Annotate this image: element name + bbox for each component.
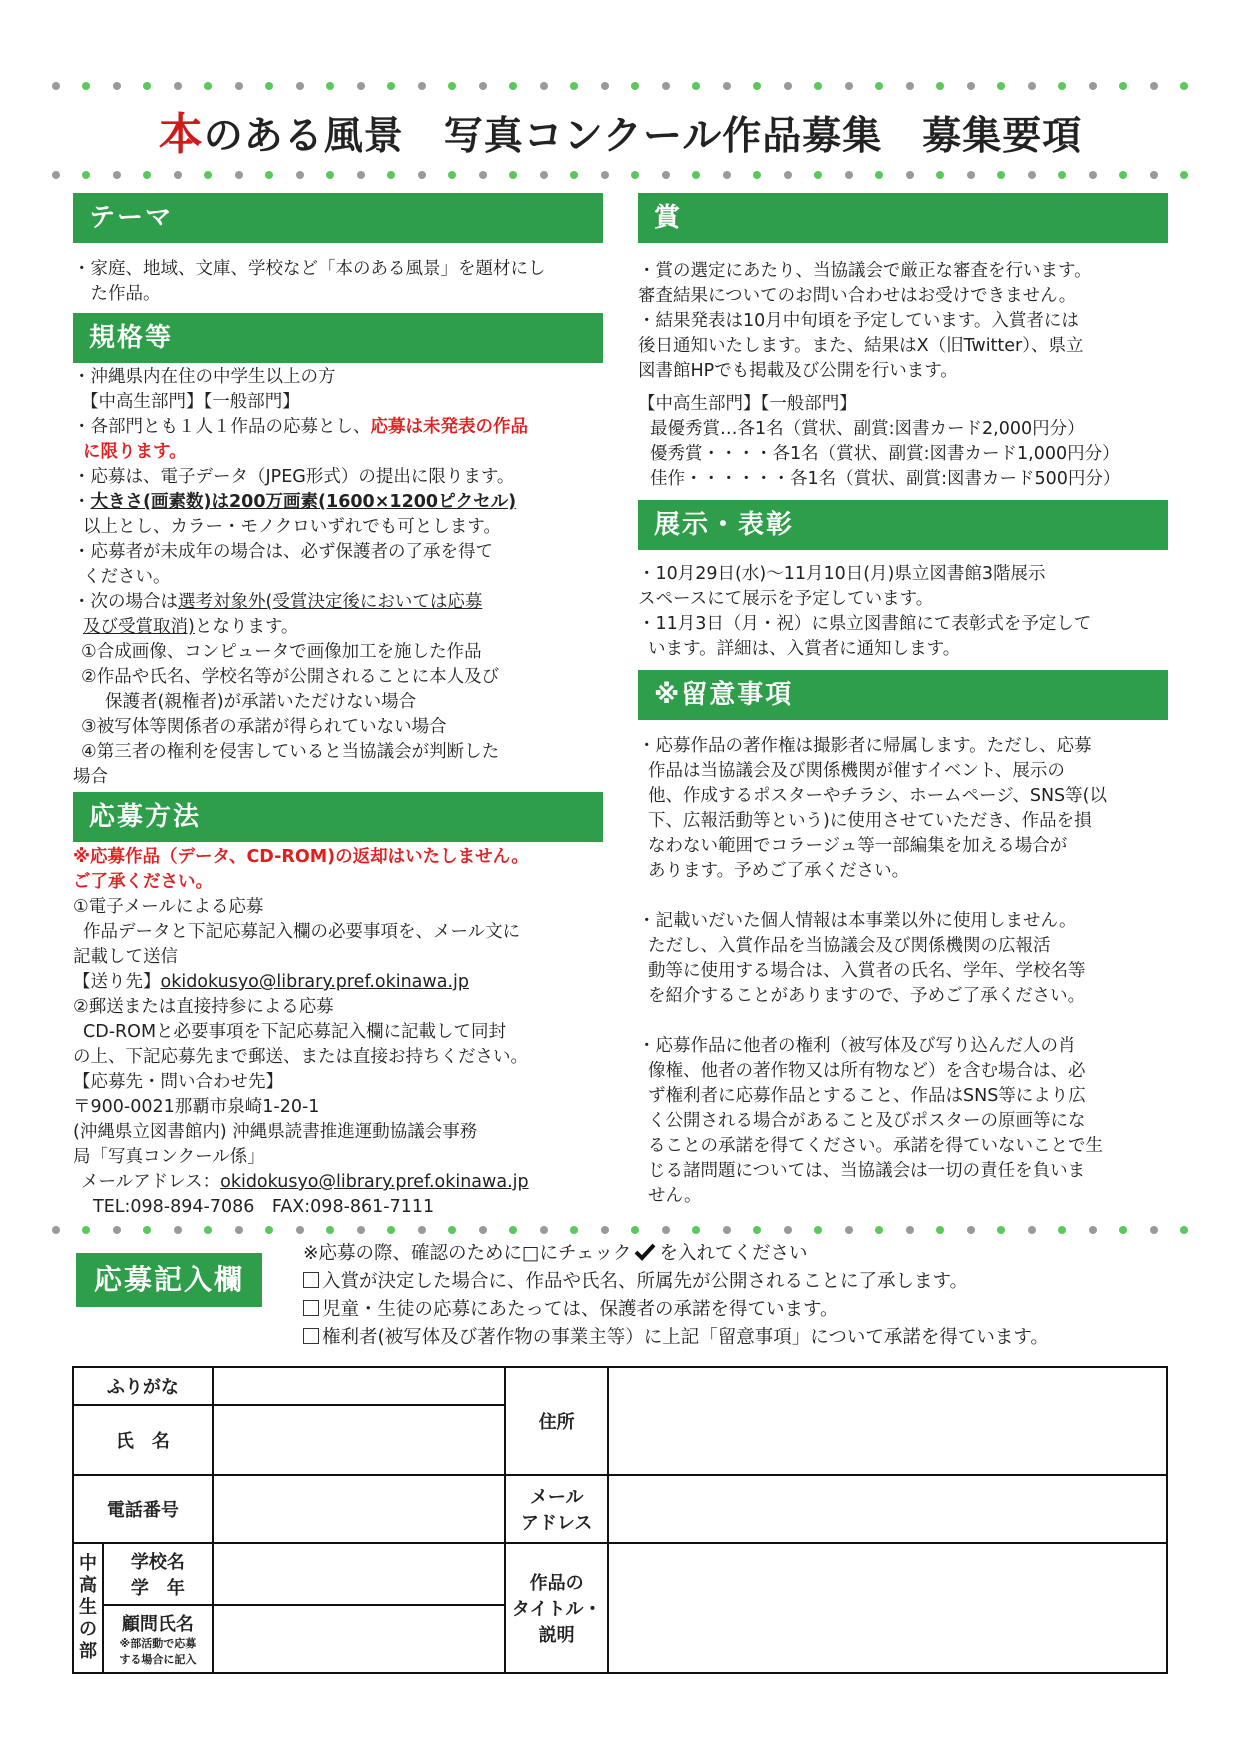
name-label: 氏 名: [73, 1405, 213, 1475]
theme-line: た作品。: [73, 284, 161, 304]
apply-heading: 応募方法: [73, 792, 603, 842]
dot: [82, 171, 90, 179]
dot: [448, 171, 456, 179]
spec-line: ・次の場合は選考対象外(受賞決定後においては応募: [73, 592, 483, 612]
dot: [509, 171, 517, 179]
dot: [296, 171, 304, 179]
exhibit-text: [638, 562, 1168, 662]
dot: [601, 82, 609, 90]
email-field[interactable]: [608, 1475, 1167, 1543]
size-requirement: 大きさ(画素数)は200万画素(1600×1200ピクセル): [90, 492, 517, 512]
spec-line: 以上とし、カラー・モノクロいずれでも可とします。: [83, 517, 501, 537]
dot: [662, 82, 670, 90]
dot: [387, 1226, 395, 1234]
theme-heading: テーマ: [73, 193, 603, 243]
dot: [448, 1226, 456, 1234]
apply-line: ②郵送または直接持参による応募: [73, 997, 334, 1017]
apply-line: 【応募先・問い合わせ先】: [73, 1072, 283, 1092]
consent-item-rights[interactable]: 権利者(被写体及び著作物の事業主等）に上記「留意事項」について承諾を得ています。: [303, 1324, 1049, 1352]
spec-line: ②作品や氏名、学校名等が公開されることに本人及び: [81, 667, 500, 687]
spec-line: ④第三者の権利を侵害していると当協議会が判断した: [81, 742, 500, 762]
apply-line: (沖縄県立図書館内) 沖縄県読書推進運動協議会事務: [73, 1122, 478, 1142]
apply-line: 作品データと下記応募記入欄の必要事項を、メール文に: [83, 922, 521, 942]
dot: [845, 171, 853, 179]
dot: [723, 171, 731, 179]
spec-line: ・応募は、電子データ（JPEG形式）の提出に限ります。: [73, 467, 515, 487]
dot: [540, 171, 548, 179]
dot: [296, 1226, 304, 1234]
dot: [1089, 1226, 1097, 1234]
dot: [357, 82, 365, 90]
dot: [235, 82, 243, 90]
dot: [1028, 1226, 1036, 1234]
notes-line: せん。: [648, 1186, 702, 1206]
dot: [357, 1226, 365, 1234]
dot: [967, 1226, 975, 1234]
dot: [174, 1226, 182, 1234]
dot: [418, 171, 426, 179]
spec-line: ・応募者が未成年の場合は、必ず保護者の了承を得て: [73, 542, 493, 562]
notes-line: ることの承諾を得てください。承諾を得ていないことで生: [648, 1136, 1103, 1156]
dot: [235, 171, 243, 179]
dot: [1150, 171, 1158, 179]
dot: [967, 171, 975, 179]
notes-line: ・記載いだいた個人情報は本事業以外に使用しません。: [638, 911, 1077, 931]
spec-line: 及び受賞取消)となります。: [83, 617, 299, 637]
junior-senior-division-label: 中 高 生 の 部: [73, 1543, 103, 1673]
dot: [418, 82, 426, 90]
prize-line: 最優秀賞…各1名（賞状、副賞:図書カード2,000円分）: [650, 419, 1085, 439]
phone-fax: TEL:098-894-7086 FAX:098-861-7111: [93, 1197, 435, 1217]
dot: [814, 1226, 822, 1234]
check-instruction: ※応募の際、確認のために□にチェック を入れてください: [303, 1243, 808, 1264]
dot: [692, 171, 700, 179]
furigana-field[interactable]: [213, 1367, 505, 1405]
prize-line: 佳作・・・・・・各1名（賞状、副賞:図書カード500円分）: [650, 469, 1121, 489]
dot: [418, 1226, 426, 1234]
dot: [570, 171, 578, 179]
spec-line: ください。: [83, 567, 171, 587]
spec-line: 【中高生部門】【一般部門】: [81, 392, 300, 412]
dot: [1058, 171, 1066, 179]
dot: [479, 1226, 487, 1234]
entry-form-table: [72, 1366, 1168, 1674]
award-divisions: 【中高生部門】【一般部門】: [638, 394, 857, 414]
theme-line: ・家庭、地域、文庫、学校など「本のある風景」を題材にし: [73, 259, 546, 279]
dot: [1028, 82, 1036, 90]
apply-line: 【送り先】okidokusyo@library.pref.okinawa.jp: [73, 972, 469, 992]
dot: [1150, 1226, 1158, 1234]
notes-line: 下、広報活動等という)に使用させていただき、作品を損: [648, 811, 1092, 831]
apply-line: の上、下記応募先まで郵送、または直接お持ちください。: [73, 1047, 528, 1067]
dot: [143, 82, 151, 90]
apply-line: CD-ROMと必要事項を下記応募記入欄に記載して同封: [83, 1022, 507, 1042]
dot: [296, 82, 304, 90]
dot: [845, 1226, 853, 1234]
dot: [204, 171, 212, 179]
spec-line: 保護者(親権者)が承諾いただけない場合: [105, 692, 417, 712]
dot: [631, 1226, 639, 1234]
entry-section-label: 応募記入欄: [76, 1253, 262, 1307]
advisor-field[interactable]: [213, 1605, 505, 1673]
dot: [326, 171, 334, 179]
dot: [1089, 82, 1097, 90]
spec-line: 場合: [73, 767, 108, 787]
apply-line: 局「写真コンクール係」: [73, 1147, 265, 1167]
dot: [692, 82, 700, 90]
consent-checklist: [303, 1240, 1049, 1352]
dot: [875, 1226, 883, 1234]
dot: [143, 1226, 151, 1234]
exhibit-line: います。詳細は、入賞者に通知します。: [648, 639, 961, 659]
award-line: ・結果発表は10月中旬頃を予定しています。入賞者には: [638, 311, 1079, 331]
award-text: [638, 259, 1168, 492]
award-line: 後日通知いたします。また、結果はX（旧Twitter）、県立: [638, 336, 1084, 356]
dot: [936, 1226, 944, 1234]
spec-line: に限ります。: [83, 442, 187, 462]
dot: [265, 171, 273, 179]
consent-item-publication[interactable]: 入賞が決定した場合に、作品や氏名、所属先が公開されることに了承します。: [303, 1268, 1049, 1296]
postal-address: 〒900-0021那覇市泉崎1-20-1: [73, 1097, 320, 1117]
dot: [204, 82, 212, 90]
dot: [570, 1226, 578, 1234]
email-label: メール アドレス: [505, 1475, 608, 1543]
apply-line: 記載して送信: [73, 947, 178, 967]
address-label: 住所: [505, 1367, 608, 1475]
page-title: [0, 98, 1241, 162]
title-rest: のある風景 写真コンクール作品募集 募集要項: [203, 114, 1083, 159]
advisor-label: 顧問氏名 ※部活動で応募 する場合に記入: [103, 1605, 213, 1673]
dot: [387, 171, 395, 179]
dot: [814, 171, 822, 179]
dot: [82, 1226, 90, 1234]
dot: [784, 1226, 792, 1234]
dot: [692, 1226, 700, 1234]
exhibit-heading: 展示・表彰: [638, 500, 1168, 550]
notes-line: あります。予めご了承ください。: [648, 861, 910, 881]
dot: [174, 82, 182, 90]
dot: [387, 82, 395, 90]
dot: [814, 82, 822, 90]
school-grade-field[interactable]: [213, 1543, 505, 1605]
dot: [540, 1226, 548, 1234]
notes-line: 他、作成するポスターやチラシ、ホームページ、SNS等(以: [648, 786, 1107, 806]
dot: [631, 82, 639, 90]
spec-line: ・各部門とも１人１作品の応募とし、応募は未発表の作品: [73, 417, 528, 437]
theme-text: [73, 257, 603, 307]
spec-line: ③被写体等関係者の承諾が得られていない場合: [81, 717, 447, 737]
notes-line: ず権利者に応募作品とすること、作品はSNS等により広: [648, 1086, 1086, 1106]
dot: [631, 171, 639, 179]
dot: [784, 171, 792, 179]
dot: [753, 171, 761, 179]
dot: [906, 82, 914, 90]
consent-item-guardian[interactable]: 児童・生徒の応募にあたっては、保護者の承諾を得ています。: [303, 1296, 1049, 1324]
notes-text: [638, 734, 1168, 1209]
school-grade-label: 学校名 学 年: [103, 1543, 213, 1605]
dot: [326, 1226, 334, 1234]
award-line: ・賞の選定にあたり、当協議会で厳正な審査を行います。: [638, 261, 1092, 281]
address-field[interactable]: [608, 1367, 1167, 1475]
exhibit-line: ・10月29日(水)～11月10日(月)県立図書館3階展示: [638, 564, 1046, 584]
checkbox-icon[interactable]: [303, 1300, 319, 1316]
spec-heading: 規格等: [73, 313, 603, 363]
dot: [723, 82, 731, 90]
notes-line: を紹介することがありますので、予めご了承ください。: [648, 986, 1086, 1006]
unpublished-note: 応募は未発表の作品: [370, 417, 528, 437]
furigana-label: ふりがな: [73, 1367, 213, 1405]
award-line: 図書館HPでも掲載及び公開を行います。: [638, 361, 958, 381]
spec-text: [73, 365, 603, 790]
dot: [174, 171, 182, 179]
dot: [1058, 82, 1066, 90]
dot: [601, 1226, 609, 1234]
title-accent: 本: [158, 109, 204, 160]
dot: [753, 1226, 761, 1234]
dot: [1119, 171, 1127, 179]
exhibit-line: ・11月3日（月・祝）に県立図書館にて表彰式を予定して: [638, 614, 1092, 634]
dot: [997, 1226, 1005, 1234]
dot: [479, 171, 487, 179]
notes-line: 動等に使用する場合は、入賞者の氏名、学年、学校名等: [648, 961, 1086, 981]
work-title-field[interactable]: [608, 1543, 1167, 1673]
dot: [52, 82, 60, 90]
dot: [997, 82, 1005, 90]
dotted-rule-before-entry: [52, 1223, 1188, 1237]
prize-line: 優秀賞・・・・各1名（賞状、副賞:図書カード1,000円分）: [650, 444, 1120, 464]
name-field[interactable]: [213, 1405, 505, 1475]
left-column: [73, 193, 603, 1220]
checkmark-icon: [634, 1243, 656, 1261]
dot: [875, 82, 883, 90]
spec-line: ・大きさ(画素数)は200万画素(1600×1200ピクセル): [73, 492, 517, 512]
notes-line: ・応募作品に他者の権利（被写体及び写り込んだ人の肖: [638, 1036, 1076, 1056]
dot: [52, 1226, 60, 1234]
dot: [845, 82, 853, 90]
notes-line: じる諸問題については、当協議会は一切の責任を負いま: [648, 1161, 1086, 1181]
dotted-rule-top: [52, 79, 1188, 93]
dot: [52, 171, 60, 179]
dot: [1119, 82, 1127, 90]
dot: [235, 1226, 243, 1234]
apply-text: [73, 845, 603, 1220]
dot: [784, 82, 792, 90]
checkbox-icon[interactable]: [303, 1272, 319, 1288]
dot: [1180, 171, 1188, 179]
work-title-label: 作品の タイトル・ 説明: [505, 1543, 608, 1673]
phone-label: 電話番号: [73, 1475, 213, 1543]
dot: [113, 82, 121, 90]
dot: [509, 1226, 517, 1234]
dot: [753, 82, 761, 90]
dot: [143, 171, 151, 179]
exhibit-line: スペースにて展示を予定しています。: [638, 589, 934, 609]
dot: [936, 82, 944, 90]
dot: [906, 171, 914, 179]
dot: [1089, 171, 1097, 179]
dot: [570, 82, 578, 90]
apply-line: ①電子メールによる応募: [73, 897, 264, 917]
spec-line: ・沖縄県内在住の中学生以上の方: [73, 367, 336, 387]
dot: [113, 1226, 121, 1234]
notes-line: 像権、他者の著作物又は所有物など）を含む場合は、必: [648, 1061, 1086, 1081]
dot: [509, 82, 517, 90]
dot: [662, 171, 670, 179]
award-line: 審査結果についてのお問い合わせはお受けできません。: [638, 286, 1077, 306]
dot: [936, 171, 944, 179]
dot: [906, 1226, 914, 1234]
return-warning: ※応募作品（データ、CD-ROM)の返却はいたしません。: [73, 847, 529, 867]
dot: [265, 82, 273, 90]
dot: [82, 82, 90, 90]
apply-line: メールアドレス：okidokusyo@library.pref.okinawa.jp: [81, 1172, 529, 1192]
dot: [479, 82, 487, 90]
right-column: [638, 193, 1168, 1209]
checkbox-icon[interactable]: [303, 1328, 319, 1344]
notes-heading: ※留意事項: [638, 670, 1168, 720]
dot: [1180, 1226, 1188, 1234]
dot: [1150, 82, 1158, 90]
dot: [326, 82, 334, 90]
dot: [875, 171, 883, 179]
dot: [1058, 1226, 1066, 1234]
award-heading: 賞: [638, 193, 1168, 243]
dot: [723, 1226, 731, 1234]
notes-line: ただし、入賞作品を当協議会及び関係機関の広報活: [648, 936, 1051, 956]
submit-email-link[interactable]: okidokusyo@library.pref.okinawa.jp: [160, 972, 469, 992]
return-warning: ご了承ください。: [73, 872, 213, 892]
notes-line: なわない範囲でコラージュ等一部編集を加える場合が: [648, 836, 1068, 856]
dot: [204, 1226, 212, 1234]
dot: [1180, 82, 1188, 90]
dot: [997, 171, 1005, 179]
dot: [540, 82, 548, 90]
dot: [1119, 1226, 1127, 1234]
dot: [601, 171, 609, 179]
notes-line: ・応募作品の著作権は撮影者に帰属します。ただし、応募: [638, 736, 1092, 756]
dot: [448, 82, 456, 90]
dotted-rule-under-title: [52, 168, 1188, 182]
notes-line: 作品は当協議会及び関係機関が催すイベント、展示の: [648, 761, 1065, 781]
dot: [357, 171, 365, 179]
contact-email-link[interactable]: okidokusyo@library.pref.okinawa.jp: [220, 1172, 529, 1192]
dot: [113, 171, 121, 179]
notes-line: く公開される場合があること及びポスターの原画等にな: [648, 1111, 1086, 1131]
dot: [1028, 171, 1036, 179]
dot: [662, 1226, 670, 1234]
dot: [967, 82, 975, 90]
phone-field[interactable]: [213, 1475, 505, 1543]
dot: [265, 1226, 273, 1234]
spec-line: ①合成画像、コンピュータで画像加工を施した作品: [81, 642, 482, 662]
